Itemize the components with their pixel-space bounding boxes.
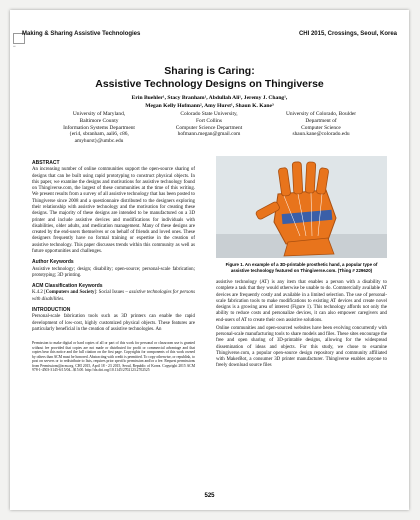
affiliation-line: Computer Science <box>301 124 341 131</box>
affiliation-line: {eri4, sbranham, aali6, c86, <box>69 131 129 138</box>
author-list-line2: Megan Kelly Hofmann², Amy Hurst¹, Shaun K. Kane³ <box>145 103 274 109</box>
right-column <box>216 280 387 372</box>
affiliation-line: Colorado State University, <box>180 111 238 117</box>
paper-title-line2: Assistive Technology Designs on Thingiverse <box>95 78 324 90</box>
affiliation-line: shaun.kane@colorado.edu <box>292 131 350 138</box>
acm-heading: ACM Classification Keywords <box>32 283 103 290</box>
acm-bold: Computers and Society <box>45 290 95 296</box>
header-conference: CHI 2015, Crossings, Seoul, Korea <box>298 31 397 37</box>
acm-mid: ]: Social Issues – <box>94 290 130 296</box>
keywords-text: Assistive technology; design; disability; open-source; personal-scale fabrication; prototyping; 3D printing. <box>32 266 195 278</box>
intro-text: Personal-scale fabrication tools such as 3D printers can enable the rapid development of low-cost, highly customized physical objects. These features are particularly beneficial in the creation of assistive technologies. An <box>32 314 195 332</box>
acm-italic: assistive technologies for persons with disabilities. <box>32 290 195 302</box>
abstract-text: An increasing number of online communities support the open-source sharing of designs that can be built using rapid prototyping to construct physical objects. In this paper, we examine the designs and motivations for assistive technology found on Thingiverse.com, the largest of these communities at the time of this writing. We present results from a survey of all assistive technology that has been posted to Thingiverse since 2008 and a questionnaire distributed to the designers exploring their relationship with assistive technology and the motivation for creating these designs. The majority of these designs are intended to be manufactured on a 3D printer and include assistive devices and modifications for individuals with disabilities, older adults, and medication management. Many of these designs are created by the end-users themselves or on behalf of friends and loved ones. These designers frequently have no formal training or expertise in the creation of assistive technology. This paper discusses trends within this community as well as future opportunities and challenges. <box>32 167 195 254</box>
affiliation-umbc <box>40 111 158 145</box>
header-track: Making & Sharing Assistive Technologies <box>22 31 141 37</box>
running-header <box>22 31 397 37</box>
affiliation-line: Computer Science Department <box>175 124 243 131</box>
intro-heading: INTRODUCTION <box>32 306 71 313</box>
affiliation-line: Baltimore County <box>79 117 119 124</box>
affiliation-line: Information Systems Department <box>63 124 135 131</box>
stamp-mark: ▪▪▪ <box>13 45 16 48</box>
paper-title-line1: Sharing is Caring: <box>164 65 255 77</box>
abstract-heading: ABSTRACT <box>32 160 60 166</box>
affiliation-line: Fort Collins <box>196 117 222 124</box>
affiliation-csu <box>150 111 268 138</box>
copyright-block: Permission to make digital or hard copies of all or part of this work for personal or classroom use is granted without fee provided that copies are not made or distributed for profit or commercial advantage and that copies bear this notice and the full citation on the first page. Copyrights for components of this work owned by others than ACM must be honored. Abstracting with credit is permitted. To copy otherwise, or republish, to post on servers or to redistribute to lists, requires prior specific permission and/or a fee. Request permissions from Permissions@acm.org. CHI 2015, April 18 - 23 2015, Seoul, Republic of Korea. Copyright 2015 ACM 978-1-4503-3145-6/15/04...$15.00. http://dx.doi.org/10.1145/2702123.2702525 <box>32 341 195 373</box>
acm-text <box>32 290 195 303</box>
affiliation-line: Department of <box>305 117 337 124</box>
figure-caption: Figure 1. An example of a 3D-printable prosthetic hand, a popular type of assistive technology featured on Thingiverse.com. (Thing # 229620) <box>225 262 378 273</box>
affiliation-line: University of Colorado, Boulder <box>285 111 357 117</box>
author-list-line1: Erin Buehler¹, Stacy Branham¹, Abdullah Ali¹, Jeremy J. Chang¹, <box>131 95 288 101</box>
acm-prefix: K.4.2 [ <box>32 290 46 296</box>
affiliation-cu-boulder <box>262 111 380 138</box>
affiliation-line: hofmann.megan@gmail.com <box>177 131 241 138</box>
left-column <box>32 156 195 373</box>
page-number: 525 <box>204 493 215 499</box>
affiliation-line: University of Maryland, <box>72 111 126 117</box>
figure-prosthetic-hand <box>216 156 387 258</box>
body-paragraph: Online communities and open-sourced websites have been evolving concurrently with personal-scale manufacturing tools to share models and files. These sites encourage the free and open sharing of 3D-printable designs, allowing for the widespread dissemination of ideas and objects. For this study, we chose to examine Thingiverse.com, a popular open-source design repository and community affiliated with MakerBot, a consumer 3D printer manufacturer. Thingiverse enables anyone to freely download source files <box>216 325 387 369</box>
body-paragraph: assistive technology (AT) is any item that enables a person with a disability to complete a task that they would otherwise be unable to do. Commercially available AT devices are frequently costly and available in a limited selection. The use of personal-scale fabrication tools to make modifications to existing AT devices and create novel designs is a growing area of interest (Figure 1). This technology affords not only the ability to reduce costs and personalize devices, it can also empower caregivers and end-users of AT to create their own assistive solutions. <box>216 280 387 323</box>
prosthetic-hand-image <box>216 156 387 258</box>
affiliation-line: amyhurst}@umbc.edu <box>74 138 124 144</box>
keywords-heading: Author Keywords <box>32 259 74 266</box>
paper-page <box>10 10 409 510</box>
